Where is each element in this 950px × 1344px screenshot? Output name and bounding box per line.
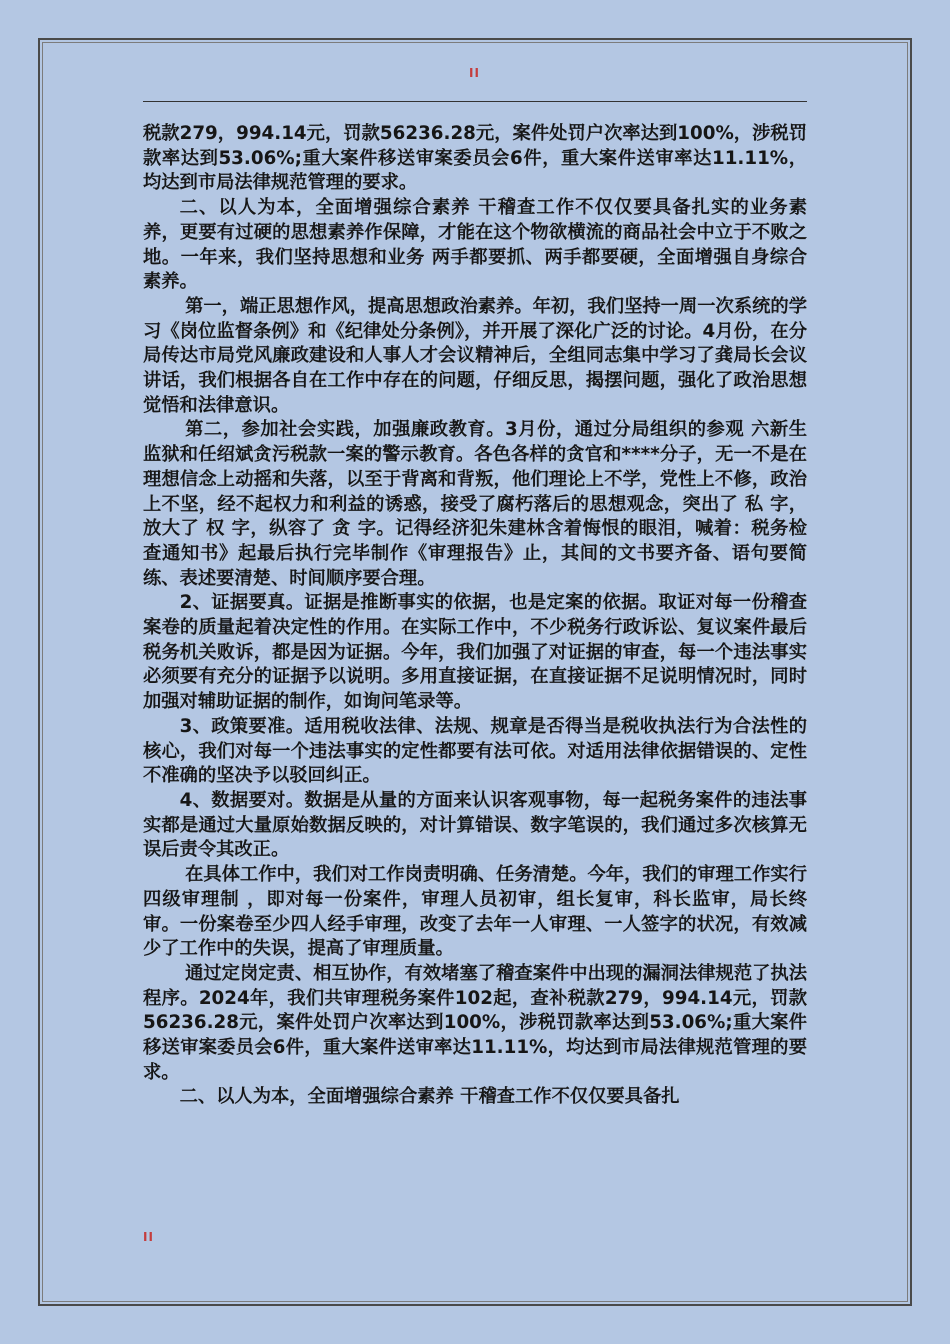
paragraph-5: 2、证据要真。证据是推断事实的依据，也是定案的依据。取证对每一份稽查案卷的质量起着决定性的作用。在实际工作中，不少税务行政诉讼、复议案件最后税务机关败诉，都是因为证据。今年，我们加强了对证据的审查，每一个违法事实必须要有充分的证据予以说明。多用直接证据，在直接证据不足说明情况时，同时加强对辅助证据的制作，如询问笔录等。 (143, 592, 807, 713)
paragraph-6: 3、政策要准。适用税收法律、法规、规章是否得当是税收执法行为合法性的核心，我们对每一个违法事实的定性都要有法可依。对适用法律依据错误的、定性不准确的坚决予以驳回纠正。 (143, 715, 807, 787)
header-rule (143, 101, 807, 102)
paragraph-4: 第二，参加社会实践，加强廉政教育。3月份，通过分局组织的参观 六新生 监狱和任绍斌贪污税款一案的警示教育。各色各样的贪官和****分子，无一不是在理想信念上动摇和失落，以至于背离和背叛，他们理论上不学，党性上不修，政治上不坚，经不起权力和利益的诱惑，接受了腐朽落后的思想观念，突出了 私 字，放大了 权 字，纵容了 贪 字。记得经济犯朱建林含着悔恨的眼泪，喊着：税务检查通知书》起最后执行完毕制作《审理报告》止，其间的文书要齐备、语句要简练、表述要清楚、时间顺序要合理。 (143, 419, 807, 589)
paragraph-9: 通过定岗定责、相互协作，有效堵塞了稽查案件中出现的漏洞法律规范了执法程序。2024年，我们共审理税务案件102起，查补税款279，994.14元，罚款56236.28元，案件处罚户次率达到100%，涉税罚款率达到53.06%;重大案件移送审案委员会6件，重大案件送审率达11.11%，均达到市局法律规范管理的要求。 (143, 962, 807, 1083)
paragraph-8: 在具体工作中，我们对工作岗责明确、任务清楚。今年，我们的审理工作实行 四级审理制 ，即对每一份案件，审理人员初审，组长复审，科长监审，局长终审。一份案卷至少四人经手审理，改变了去年一人审理、一人签字的状况，有效减少了工作中的失误，提高了审理质量。 (143, 864, 807, 960)
paragraph-3: 第一，端正思想作风，提高思想政治素养。年初，我们坚持一周一次系统的学习《岗位监督条例》和《纪律处分条例》，并开展了深化广泛的讨论。4月份，在分局传达市局党风廉政建设和人事人才会议精神后，全组同志集中学习了龚局长会议讲话，我们根据各自在工作中存在的问题，仔细反思，揭摆问题，强化了政治思想觉悟和法律意识。 (143, 295, 807, 416)
paragraph-7: 4、数据要对。数据是从量的方面来认识客观事物，每一起税务案件的违法事实都是通过大量原始数据反映的，对计算错误、数字笔误的，我们通过多次核算无误后责令其改正。 (143, 789, 807, 861)
paragraph-10: 二、以人为本，全面增强综合素养 干稽查工作不仅仅要具备扎 (179, 1086, 680, 1108)
paragraph-1: 税款279，994.14元，罚款56236.28元，案件处罚户次率达到100%，涉税罚款率达到53.06%;重大案件移送审案委员会6件，重大案件送审率达11.11%，均达到市局法律规范管理的要求。 (143, 123, 807, 194)
document-body (143, 122, 807, 1222)
header-page-mark: II (469, 66, 480, 80)
paragraph-2: 二、以人为本，全面增强综合素养 干稽查工作不仅仅要具备扎实的业务素养，更要有过硬的思想素养作保障，才能在这个物欲横流的商品社会中立于不败之地。一年来，我们坚持思想和业务 两手都要抓、两手都要硬，全面增强自身综合素养。 (143, 197, 807, 293)
footer-page-mark: II (143, 1230, 154, 1244)
